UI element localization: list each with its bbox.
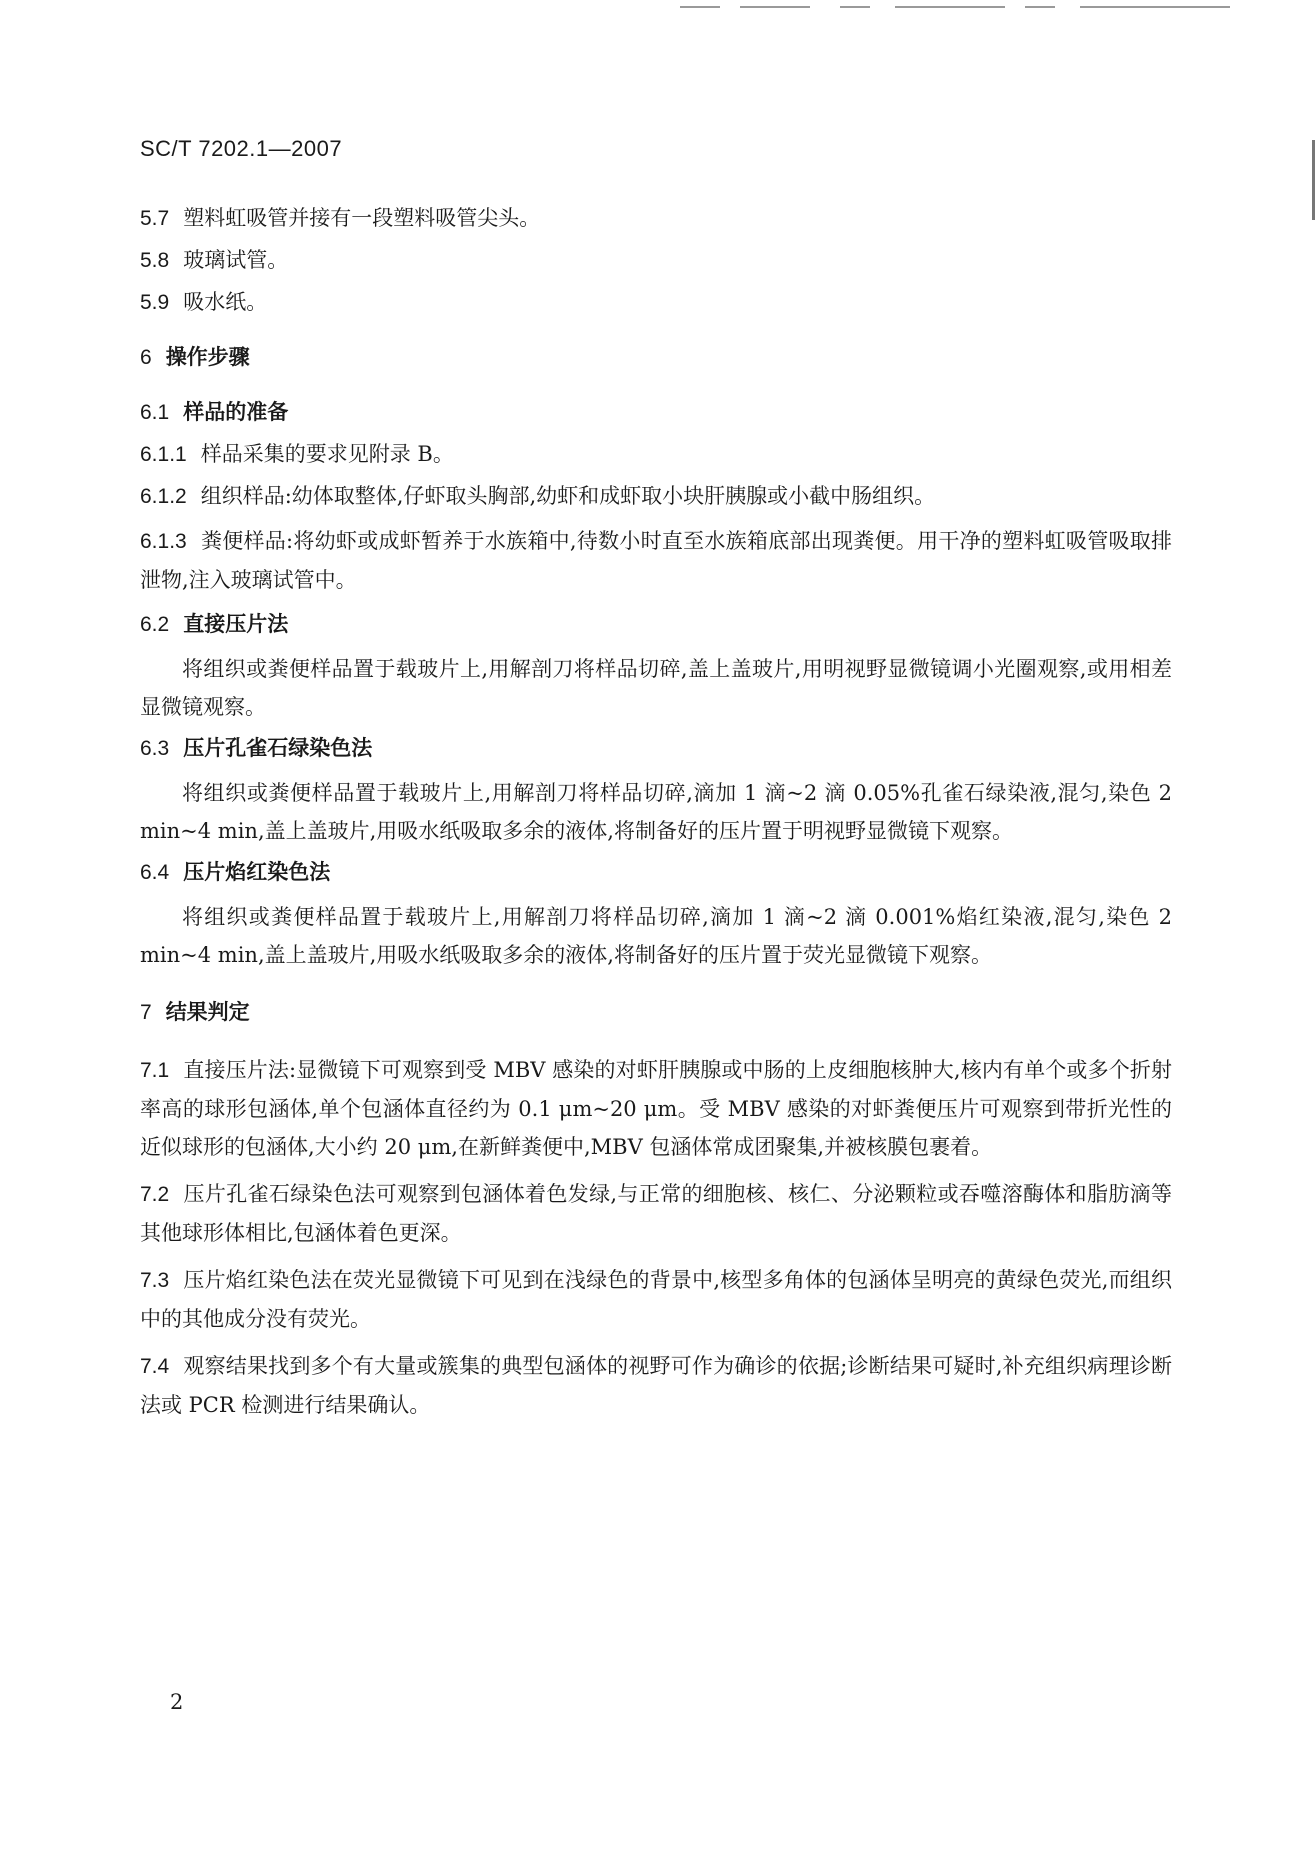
clause-text: 组织样品:幼体取整体,仔虾取头胸部,幼虾和成虾取小块肝胰腺或小截中肠组织。 [200,484,936,508]
clause-number: 5.7 [140,207,170,230]
clause-7-4 [140,1347,1172,1424]
clause-number: 7.2 [140,1183,170,1206]
clause-number: 7.3 [140,1269,170,1292]
section-6-4-text: 将组织或粪便样品置于载玻片上,用解剖刀将样品切碎,滴加 1 滴~2 滴 0.001%焰红染液,混匀,染色 2 min~4 min,盖上盖玻片,用吸水纸吸取多余的液体,将制备好的压片置于荧光显微镜下观察。 [140,905,1172,967]
clause-text: 直接压片法:显微镜下可观察到受 MBV 感染的对虾肝胰腺或中肠的上皮细胞核肿大,核内有单个或多个折射率高的球形包涵体,单个包涵体直径约为 0.1 μm~20 μm。受 MBV 感染的对虾粪便压片可观察到带折光性的近似球形的包涵体,大小约 20 μm,在新鲜粪便中,MBV 包涵体常成团聚集,并被核膜包裹着。 [140,1058,1172,1159]
section-number: 6.2 [140,613,170,636]
clause-number: 7.1 [140,1059,170,1082]
section-title: 压片孔雀石绿染色法 [183,736,373,760]
clause-7-3 [140,1261,1172,1338]
clause-6-1-2 [140,480,1172,513]
clause-text: 压片焰红染色法在荧光显微镜下可见到在浅绿色的背景中,核型多角体的包涵体呈明亮的黄绿色荧光,而组织中的其他成分没有荧光。 [140,1268,1172,1331]
clause-text: 塑料虹吸管并接有一段塑料吸管尖头。 [183,206,541,230]
section-number: 7 [140,1001,152,1024]
section-title: 操作步骤 [165,345,250,369]
section-number: 6.1 [140,401,170,424]
clause-7-1 [140,1051,1172,1166]
clause-text: 观察结果找到多个有大量或簇集的典型包涵体的视野可作为确诊的依据;诊断结果可疑时,补充组织病理诊断法或 PCR 检测进行结果确认。 [140,1354,1172,1417]
section-number: 6.4 [140,861,170,884]
section-6-3-text: 将组织或粪便样品置于载玻片上,用解剖刀将样品切碎,滴加 1 滴~2 滴 0.05%孔雀石绿染液,混匀,染色 2 min~4 min,盖上盖玻片,用吸水纸吸取多余的液体,将制备好的压片置于明视野显微镜下观察。 [140,781,1172,843]
clause-number: 6.1.3 [140,530,187,553]
section-6-heading [140,341,1172,374]
clause-7-2 [140,1175,1172,1252]
clause-text: 玻璃试管。 [183,248,289,272]
section-6-4-heading [140,856,1172,889]
clause-5-9 [140,286,1172,319]
section-6-3-heading [140,732,1172,765]
clause-number: 6.1.1 [140,443,187,466]
section-number: 6.3 [140,737,170,760]
clause-number: 6.1.2 [140,485,187,508]
section-title: 压片焰红染色法 [183,860,331,884]
clause-text: 压片孔雀石绿染色法可观察到包涵体着色发绿,与正常的细胞核、核仁、分泌颗粒或吞噬溶酶体和脂肪滴等其他球形体相比,包涵体着色更深。 [140,1182,1172,1245]
clause-number: 5.8 [140,249,170,272]
section-title: 样品的准备 [183,400,289,424]
document-code: SC/T 7202.1—2007 [140,136,343,161]
section-6-1-heading [140,396,1172,429]
section-title: 结果判定 [165,1000,250,1024]
document-body [140,202,1172,1433]
section-number: 6 [140,346,152,369]
section-7-heading [140,996,1172,1029]
clause-5-8 [140,244,1172,277]
scan-marks [680,6,1240,10]
section-title: 直接压片法 [183,612,289,636]
clause-6-1-1 [140,438,1172,471]
clause-text: 粪便样品:将幼虾或成虾暂养于水族箱中,待数小时直至水族箱底部出现粪便。用干净的塑料虹吸管吸取排泄物,注入玻璃试管中。 [140,529,1172,592]
clause-5-7 [140,202,1172,235]
section-6-2-heading [140,608,1172,641]
section-6-2-text: 将组织或粪便样品置于载玻片上,用解剖刀将样品切碎,盖上盖玻片,用明视野显微镜调小光圈观察,或用相差显微镜观察。 [140,657,1172,719]
page-number: 2 [170,1690,184,1714]
clause-text: 样品采集的要求见附录 B。 [200,442,454,466]
clause-text: 吸水纸。 [183,290,268,314]
clause-number: 7.4 [140,1355,170,1378]
clause-6-1-3 [140,522,1172,599]
clause-number: 5.9 [140,291,170,314]
